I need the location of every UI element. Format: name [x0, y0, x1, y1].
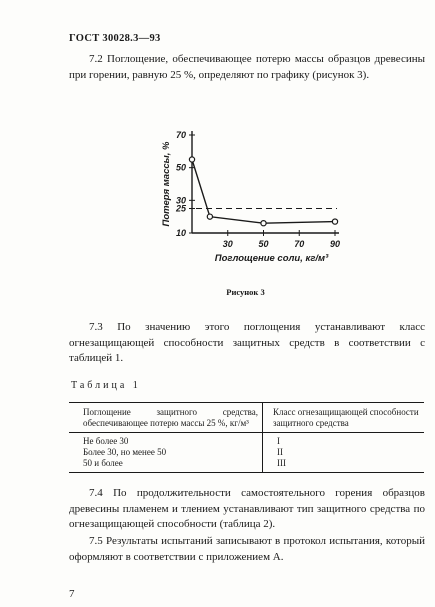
table-cell-class: III	[263, 458, 425, 473]
y-axis-title: Потеря массы, %	[161, 141, 172, 227]
paragraph-7-3-text: 7.3 По значению этого поглощения устанавливают класс огнезащищающей способности защитных средств в соответствии с таблицей 1.	[69, 321, 425, 364]
table-header-absorption: Поглощение защитного средства, обеспечивающее потерю массы 25 %, кг/м³	[69, 403, 263, 433]
y-tick-label: 30	[175, 195, 186, 206]
y-tick-label: 70	[175, 130, 186, 140]
y-tick-label: 50	[175, 162, 186, 173]
paragraph-7-5-text: 7.5 Результаты испытаний записывают в протокол испытания, который оформляют в соответствии с приложением А.	[69, 535, 425, 563]
x-tick-label: 90	[329, 239, 341, 249]
table-1-label: Таблица 1	[71, 380, 141, 391]
series-line	[192, 160, 335, 224]
x-axis-title: Поглощение соли, кг/м³	[214, 253, 329, 264]
x-tick-label: 30	[222, 239, 233, 249]
table-row	[69, 433, 424, 448]
paragraph-7-4-text: 7.4 По продолжительности самостоятельного горения образцов древесины пламенем и тлением устанавливают тип защитного средства по огнезащищающей способности (таблица 2).	[69, 487, 425, 530]
paragraph-7-3	[69, 320, 425, 367]
y-tick-label: 25	[175, 203, 186, 214]
data-point	[207, 214, 212, 219]
document-code: ГОСТ 30028.3—93	[69, 33, 161, 44]
paragraph-7-2-text: 7.2 Поглощение, обеспечивающее потерю массы образцов древесины при горении, равную 25 %, определяют по графику (рисунок 3).	[69, 53, 425, 81]
table-cell-absorption: Более 30, но менее 50	[83, 447, 167, 457]
table-cell-class: I	[263, 433, 425, 448]
table-cell-absorption: Не более 30	[83, 436, 129, 446]
paragraph-7-2	[69, 52, 425, 83]
x-tick-label: 70	[294, 239, 305, 249]
page-number: 7	[69, 588, 75, 600]
x-tick-label: 50	[258, 239, 269, 249]
table-row	[69, 447, 424, 458]
paragraph-7-5	[69, 534, 425, 565]
y-tick-label: 10	[175, 228, 186, 238]
figure-caption	[0, 287, 435, 297]
table-cell-class: II	[263, 447, 425, 458]
chart-svg	[145, 125, 370, 270]
table-row	[69, 458, 424, 473]
table-header-row	[69, 403, 424, 433]
figure-3-chart	[145, 125, 370, 270]
data-point	[332, 219, 337, 224]
data-point	[261, 221, 266, 226]
figure-caption-text: Рисунок 3	[226, 287, 265, 297]
table-1	[69, 402, 424, 473]
paragraph-7-4	[69, 486, 425, 533]
data-point	[189, 157, 194, 162]
table-header-class: Класс огнезащищающей способности защитного средства	[263, 403, 425, 433]
table-cell-absorption: 50 и более	[69, 458, 263, 473]
